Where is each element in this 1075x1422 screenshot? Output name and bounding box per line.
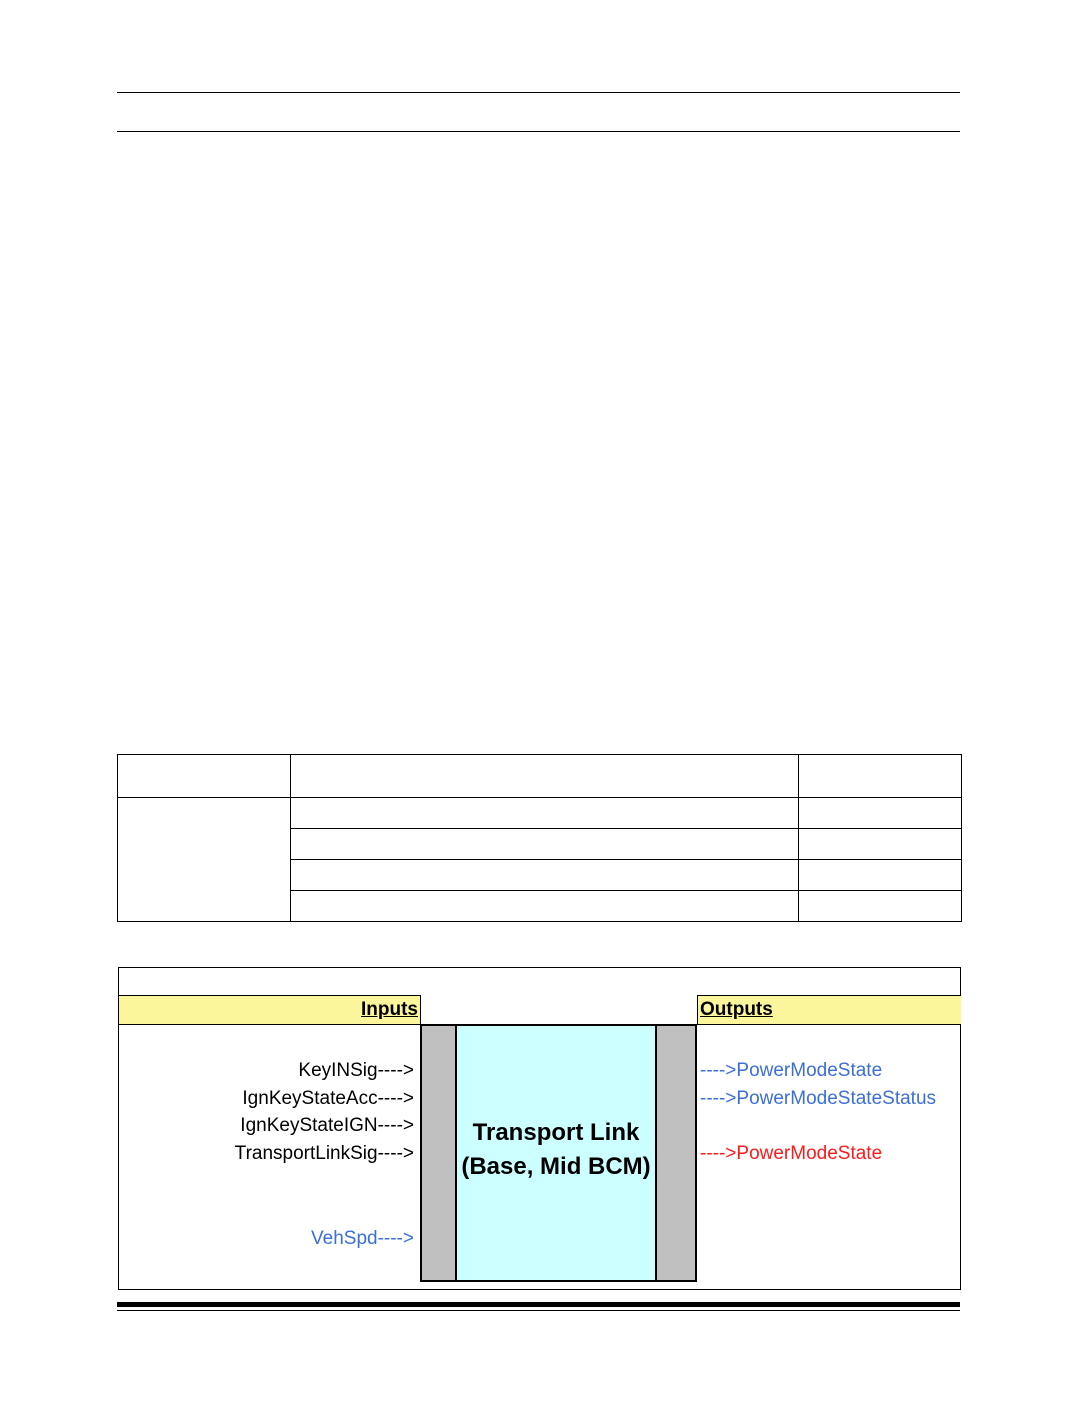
block-title-line-1: Transport Link [472,1119,640,1146]
table-header-row [118,755,962,798]
table-cell [291,755,799,798]
footer-rule-thin [117,1310,960,1311]
block-title-line-2: (Base, Mid BCM) [461,1153,651,1180]
table-cell [291,829,799,860]
output-signal-powermodestate-red: ---->PowerModeState [700,1143,883,1164]
table-cell [799,829,962,860]
table-cell [291,891,799,922]
output-signal-powermodestate: ---->PowerModeState [700,1060,883,1081]
table-cell [118,798,291,922]
input-signal-vehspd: VehSpd----> [311,1228,414,1249]
outputs-header: Outputs [697,995,961,1025]
inputs-header: Inputs [119,995,421,1025]
header-rule-top [117,92,960,93]
table-cell [799,891,962,922]
footer-rule-thick [117,1302,960,1307]
table-cell [291,798,799,829]
input-signal-ignkeystateign: IgnKeyStateIGN----> [240,1115,414,1136]
requirements-table [117,754,962,922]
transport-link-block-diagram [118,967,961,1290]
table-cell [799,755,962,798]
input-signal-transportlinksig: TransportLinkSig----> [234,1143,414,1164]
function-block [455,1024,657,1282]
header-rule-bottom [117,131,960,132]
output-signal-powermodestatestatus: ---->PowerModeStateStatus [700,1088,937,1109]
function-block-title [461,1116,650,1184]
table-cell [118,755,291,798]
input-signal-ignkeystateacc: IgnKeyStateAcc----> [242,1088,414,1109]
table-cell [291,860,799,891]
function-block-frame [420,1024,697,1282]
input-signal-keyinsig: KeyINSig----> [298,1060,414,1081]
table-row [118,798,962,829]
table-cell [799,798,962,829]
table-cell [799,860,962,891]
